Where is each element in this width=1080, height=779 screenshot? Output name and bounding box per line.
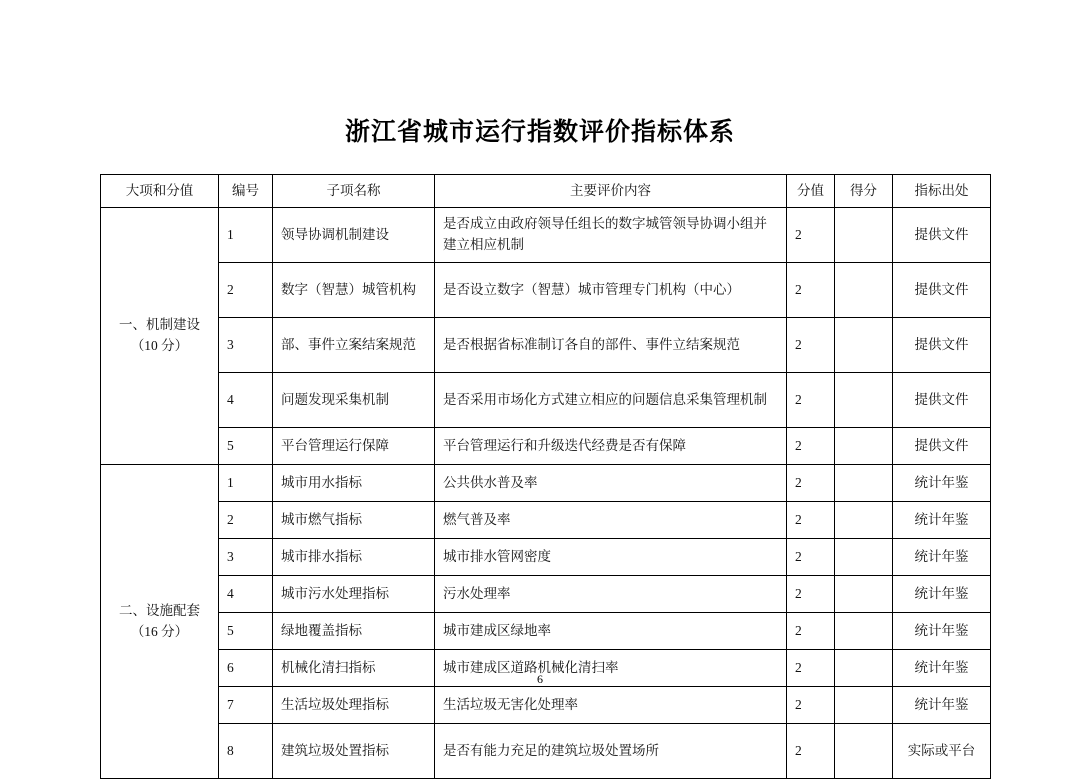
row-number: 3 (219, 318, 273, 373)
row-number: 7 (219, 687, 273, 724)
row-main-content: 污水处理率 (435, 576, 787, 613)
column-header-source: 指标出处 (893, 175, 991, 208)
row-number: 2 (219, 502, 273, 539)
row-number: 1 (219, 465, 273, 502)
row-obtained-score[interactable] (835, 263, 893, 318)
table-row (101, 428, 991, 465)
row-score: 2 (787, 576, 835, 613)
row-number: 2 (219, 263, 273, 318)
row-main-content: 是否根据省标准制订各自的部件、事件立结案规范 (435, 318, 787, 373)
table-row (101, 263, 991, 318)
row-source: 统计年鉴 (893, 613, 991, 650)
table-row (101, 318, 991, 373)
row-subitem-name: 城市用水指标 (273, 465, 435, 502)
row-source: 提供文件 (893, 373, 991, 428)
row-number: 4 (219, 373, 273, 428)
row-source: 提供文件 (893, 263, 991, 318)
row-source: 统计年鉴 (893, 539, 991, 576)
row-main-content: 平台管理运行和升级迭代经费是否有保障 (435, 428, 787, 465)
row-score: 2 (787, 318, 835, 373)
row-obtained-score[interactable] (835, 465, 893, 502)
row-main-content: 城市排水管网密度 (435, 539, 787, 576)
row-subitem-name: 领导协调机制建设 (273, 208, 435, 263)
row-subitem-name: 部、事件立案结案规范 (273, 318, 435, 373)
row-main-content: 公共供水普及率 (435, 465, 787, 502)
row-number: 8 (219, 724, 273, 779)
row-source: 提供文件 (893, 208, 991, 263)
group-label-line2: （10 分） (130, 338, 189, 353)
row-number: 1 (219, 208, 273, 263)
table-row (101, 465, 991, 502)
column-header-number: 编号 (219, 175, 273, 208)
row-source: 统计年鉴 (893, 650, 991, 687)
row-score: 2 (787, 613, 835, 650)
row-main-content: 生活垃圾无害化处理率 (435, 687, 787, 724)
row-score: 2 (787, 539, 835, 576)
row-score: 2 (787, 724, 835, 779)
row-subitem-name: 绿地覆盖指标 (273, 613, 435, 650)
row-source: 统计年鉴 (893, 576, 991, 613)
row-obtained-score[interactable] (835, 208, 893, 263)
row-source: 提供文件 (893, 318, 991, 373)
column-header-main-content: 主要评价内容 (435, 175, 787, 208)
group-label-mechanism (101, 208, 219, 465)
row-obtained-score[interactable] (835, 724, 893, 779)
table-row (101, 539, 991, 576)
row-source: 统计年鉴 (893, 465, 991, 502)
group-label-line1: 一、机制建设 (119, 317, 200, 333)
row-main-content: 城市建成区绿地率 (435, 613, 787, 650)
row-source: 统计年鉴 (893, 687, 991, 724)
row-subitem-name: 建筑垃圾处置指标 (273, 724, 435, 779)
row-main-content: 是否有能力充足的建筑垃圾处置场所 (435, 724, 787, 779)
row-subitem-name: 城市排水指标 (273, 539, 435, 576)
table-row (101, 687, 991, 724)
row-subitem-name: 问题发现采集机制 (273, 373, 435, 428)
row-subitem-name: 城市燃气指标 (273, 502, 435, 539)
row-source: 实际或平台 (893, 724, 991, 779)
table-row (101, 502, 991, 539)
group-label-facilities (101, 465, 219, 779)
table-row (101, 208, 991, 263)
table-header-row (101, 175, 991, 208)
row-source: 统计年鉴 (893, 502, 991, 539)
row-score: 2 (787, 208, 835, 263)
page-title: 浙江省城市运行指数评价指标体系 (344, 118, 735, 146)
row-subitem-name: 机械化清扫指标 (273, 650, 435, 687)
row-obtained-score[interactable] (835, 687, 893, 724)
column-header-group: 大项和分值 (101, 175, 219, 208)
table-row (101, 576, 991, 613)
row-obtained-score[interactable] (835, 502, 893, 539)
row-obtained-score[interactable] (835, 613, 893, 650)
indicator-table-container (100, 174, 980, 779)
row-obtained-score[interactable] (835, 539, 893, 576)
row-main-content: 是否采用市场化方式建立相应的问题信息采集管理机制 (435, 373, 787, 428)
group-label-line1: 二、设施配套 (119, 602, 200, 618)
row-score: 2 (787, 373, 835, 428)
table-row (101, 724, 991, 779)
row-subitem-name: 平台管理运行保障 (273, 428, 435, 465)
row-obtained-score[interactable] (835, 576, 893, 613)
row-source: 提供文件 (893, 428, 991, 465)
indicator-table (100, 174, 991, 779)
column-header-score: 分值 (787, 175, 835, 208)
table-row (101, 373, 991, 428)
row-number: 5 (219, 613, 273, 650)
row-number: 6 (219, 650, 273, 687)
row-subitem-name: 数字（智慧）城管机构 (273, 263, 435, 318)
row-number: 5 (219, 428, 273, 465)
row-main-content: 是否设立数字（智慧）城市管理专门机构（中心） (435, 263, 787, 318)
row-obtained-score[interactable] (835, 373, 893, 428)
row-main-content: 城市建成区道路机械化清扫率 (435, 650, 787, 687)
page-number: 6 (537, 672, 543, 686)
row-main-content: 燃气普及率 (435, 502, 787, 539)
row-score: 2 (787, 687, 835, 724)
row-number: 3 (219, 539, 273, 576)
row-subitem-name: 城市污水处理指标 (273, 576, 435, 613)
group-label-line2: （16 分） (130, 623, 189, 639)
row-score: 2 (787, 465, 835, 502)
row-subitem-name: 生活垃圾处理指标 (273, 687, 435, 724)
row-score: 2 (787, 428, 835, 465)
row-score: 2 (787, 502, 835, 539)
row-obtained-score[interactable] (835, 428, 893, 465)
row-score: 2 (787, 263, 835, 318)
row-number: 4 (219, 576, 273, 613)
table-row (101, 613, 991, 650)
row-main-content: 是否成立由政府领导任组长的数字城管领导协调小组并建立相应机制 (435, 208, 787, 263)
row-obtained-score[interactable] (835, 318, 893, 373)
column-header-obtained: 得分 (835, 175, 893, 208)
row-score: 2 (787, 650, 835, 687)
column-header-subitem-name: 子项名称 (273, 175, 435, 208)
